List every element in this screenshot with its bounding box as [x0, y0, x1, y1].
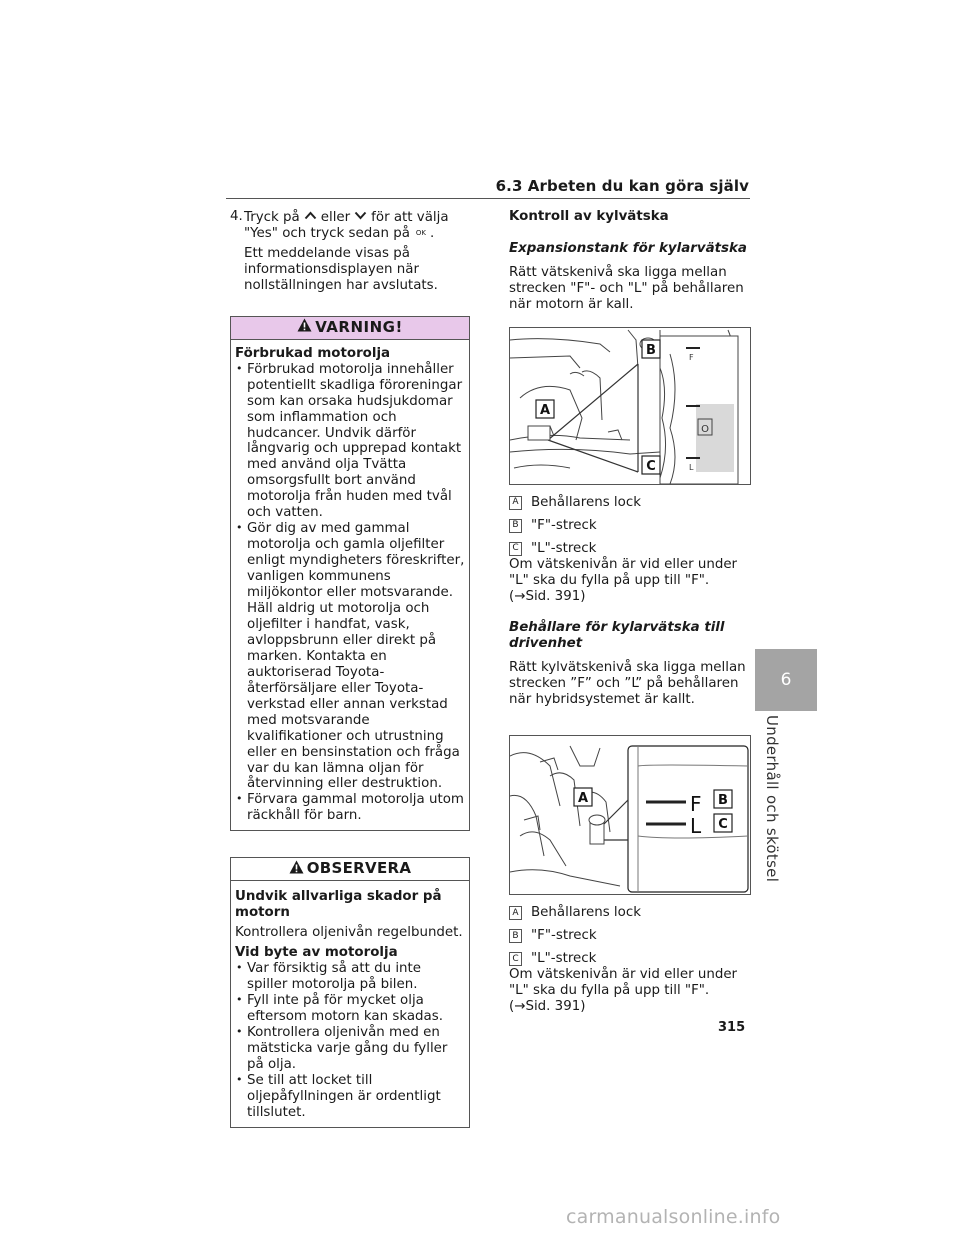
- step-result: Ett meddelande visas på informationsdisplayen när nollställningen har avslutats.: [244, 245, 438, 293]
- left-column: [230, 209, 470, 1128]
- watermark: carmanualsonline.info: [566, 1206, 781, 1228]
- notice-bullet: • Var försiktig så att du inte spiller motorolja på bilen.: [235, 961, 465, 993]
- tank-l-mark: L: [689, 462, 694, 472]
- warning-box: [230, 316, 470, 832]
- legend-item-a: [509, 905, 754, 921]
- expansion-tank-heading: Expansionstank för kylarvätska: [509, 240, 747, 256]
- warning-title: VARNING!: [315, 317, 403, 336]
- coolant-title: Kontroll av kylvätska: [509, 209, 669, 224]
- refill-instruction-2: Om vätskenivån är vid eller under "L" ska du fylla på upp till "F". (→Sid. 391): [509, 967, 738, 1015]
- notice-title: OBSERVERA: [306, 859, 412, 878]
- warning-icon: [297, 318, 312, 337]
- legend-key: C: [509, 542, 522, 556]
- chapter-tab[interactable]: [755, 649, 817, 711]
- warning-bullet: • Förbrukad motorolja innehåller potentiellt skadliga föroreningar som kan orsaka hudsjukdomar som inflammation och hudcancer. Undvik därför långvarig och upprepad kontakt med använd olja Tvätta omsorgsfullt bort använd motorolja från huden med tvål och vatten.: [235, 362, 465, 522]
- callout-c: C: [646, 458, 656, 474]
- right-column: [509, 209, 754, 1015]
- tank-o-mark: O: [701, 423, 709, 435]
- legend-text: "L"-streck: [531, 951, 597, 967]
- legend-2: [509, 905, 754, 967]
- warning-subheading: Förbrukad motorolja: [235, 345, 391, 361]
- legend-text: Behållarens lock: [531, 905, 641, 921]
- callout-b: B: [646, 342, 656, 358]
- notice-bullet: • Fyll inte på för mycket olja eftersom motorn kan skadas.: [235, 993, 465, 1025]
- notice-box: [230, 857, 470, 1127]
- step-text-b: eller: [320, 209, 351, 225]
- step-period: .: [430, 225, 435, 241]
- page-number: 315: [718, 1020, 746, 1035]
- step-text-d: "Yes" och tryck sedan på: [244, 225, 410, 241]
- step-4: [230, 209, 470, 294]
- legend-key: C: [509, 952, 522, 966]
- expansion-tank-text: Rätt vätskenivå ska ligga mellan strecken "F"- och "L" på behållaren när motorn är kall.: [509, 264, 744, 312]
- reservoir-f-mark: F: [690, 792, 702, 817]
- legend-key: A: [509, 906, 522, 920]
- refill-instruction-1: Om vätskenivån är vid eller under "L" ska du fylla på upp till "F". (→Sid. 391): [509, 556, 738, 604]
- warning-header: [231, 317, 469, 340]
- section-title: 6.3 Arbeten du kan göra själv: [495, 177, 749, 195]
- callout-c: C: [718, 817, 728, 833]
- callout-b: B: [718, 793, 728, 809]
- chevron-down-icon: [354, 209, 367, 225]
- legend-key: B: [509, 929, 522, 943]
- header-divider: [226, 198, 750, 199]
- legend-item-c: [509, 951, 754, 967]
- legend-1: [509, 495, 754, 557]
- expansion-tank-figure: [509, 327, 751, 485]
- chapter-number: 6: [780, 669, 792, 690]
- legend-item-b: [509, 928, 754, 944]
- drive-unit-figure: [509, 735, 751, 895]
- notice-icon: [289, 860, 304, 879]
- notice-subheading-1: Undvik allvarliga skador på motorn: [235, 889, 442, 921]
- reservoir-l-mark: L: [690, 814, 702, 839]
- expansion-tank-illustration: [510, 328, 750, 484]
- legend-text: "F"-streck: [531, 517, 597, 533]
- legend-text: Behållarens lock: [531, 494, 641, 510]
- callout-a: A: [577, 791, 589, 807]
- chapter-label: Underhåll och skötsel: [762, 715, 781, 883]
- callout-a: A: [539, 402, 551, 418]
- drive-unit-illustration: [510, 736, 750, 894]
- legend-text: "L"-streck: [531, 540, 597, 556]
- warning-bullet: • Gör dig av med gammal motorolja och gamla oljefilter enligt myndigheters föreskrifter, vanligen kommunens miljökontor eller motsvarande. Häll aldrig ut motorolja och oljefilter i handfat, vask, avloppsbrunn eller direkt på marken. Kontakta en auktoriserad Toyota-återförsäljare eller Toyota-verkstad eller annan verkstad med motsvarande kvalifikationer och utrustning eller en bensinstation och fråga var du kan lämna oljan för återvinning eller destruktion.: [235, 521, 465, 792]
- notice-bullet: • Kontrollera oljenivån med en mätsticka varje gång du fyller på olja.: [235, 1025, 465, 1073]
- drive-unit-heading: Behållare för kylarvätska till drivenhet: [509, 620, 725, 652]
- notice-text-1: Kontrollera oljenivån regelbundet.: [235, 925, 463, 941]
- step-text-c: för att välja: [371, 209, 449, 225]
- tank-f-mark: F: [689, 352, 694, 362]
- step-number: 4.: [230, 209, 243, 224]
- legend-item-c: [509, 541, 754, 557]
- legend-item-a: [509, 495, 754, 511]
- warning-bullet: • Förvara gammal motorolja utom räckhåll för barn.: [235, 792, 465, 824]
- notice-bullet: • Se till att locket till oljepåfyllningen är ordentligt tillslutet.: [235, 1073, 465, 1121]
- legend-text: "F"-streck: [531, 928, 597, 944]
- legend-key: A: [509, 496, 522, 510]
- notice-header: [231, 858, 469, 881]
- drive-unit-text: Rätt kylvätskenivå ska ligga mellan strecken ”F” och ”L” på behållaren när hybridsystemet är kallt.: [509, 660, 746, 708]
- notice-subheading-2: Vid byte av motorolja: [235, 945, 398, 961]
- legend-item-b: [509, 518, 754, 534]
- chevron-up-icon: [304, 209, 317, 225]
- step-text-a: Tryck på: [244, 209, 300, 225]
- legend-key: B: [509, 519, 522, 533]
- ok-icon: OK: [415, 228, 427, 237]
